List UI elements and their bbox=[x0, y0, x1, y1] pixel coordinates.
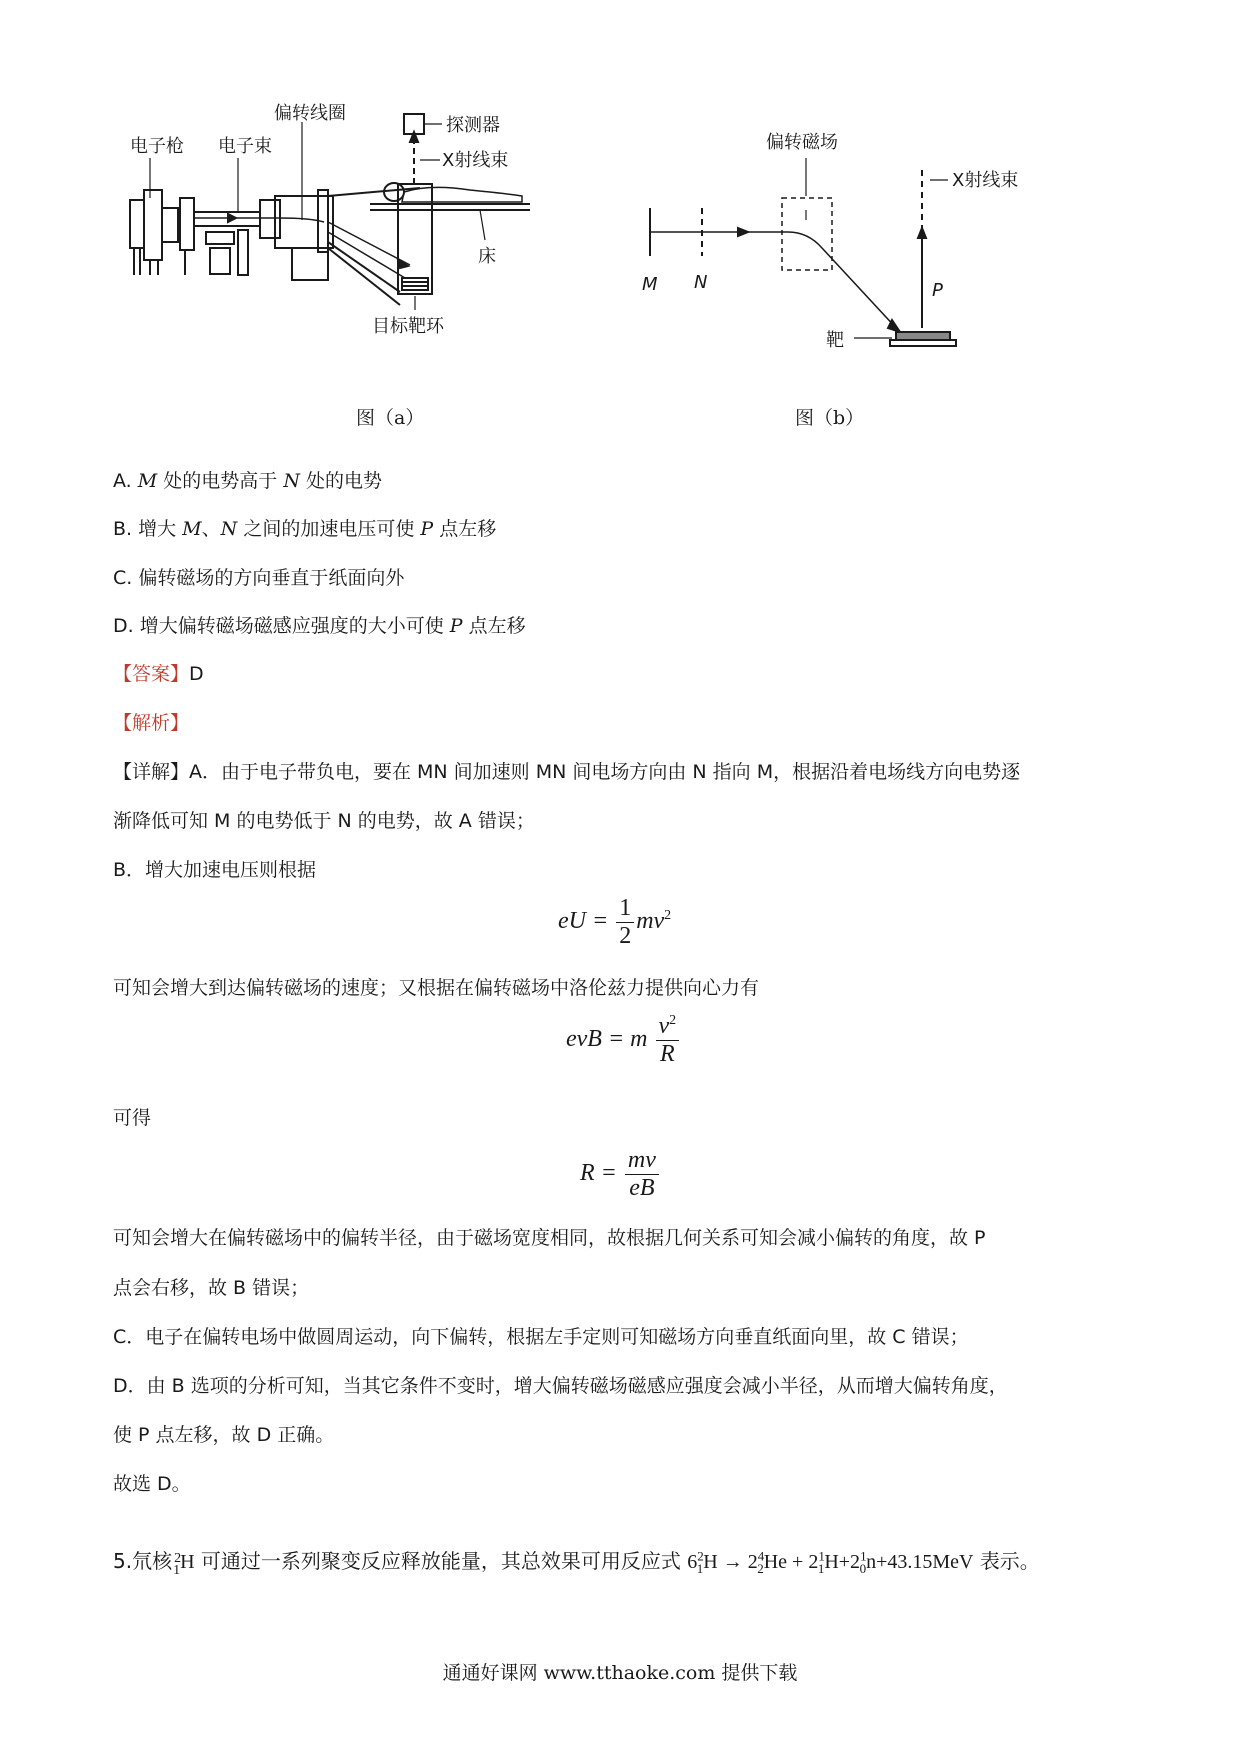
detail-line-1: 【详解】A．由于电子带负电，要在 MN 间加速则 MN 间电场方向由 N 指向 M，根据沿着电场线方向电势逐 bbox=[113, 761, 1021, 783]
detail-line-7: 点会右移，故 B 错误； bbox=[113, 1277, 310, 1299]
detail-line-8: C．电子在偏转电场中做圆周运动，向下偏转，根据左手定则可知磁场方向垂直纸面向里，故 C 错误； bbox=[113, 1326, 969, 1348]
detail-line-6: 可知会增大在偏转磁场中的偏转半径，由于磁场宽度相同，故根据几何关系可知会减小偏转的角度，故 P bbox=[113, 1227, 986, 1249]
option-b: B. 增大 M、N 之间的加速电压可使 P 点左移 bbox=[113, 518, 497, 540]
label-field: 偏转磁场 bbox=[766, 132, 838, 153]
reaction-equation: $6^2_1H \to 2^4_2He + 2^1_1H+2^1_0n+43.15MeV$ bbox=[687, 1548, 974, 1576]
answer: 【答案】D bbox=[113, 663, 204, 685]
question-5: 5.氘核 $^2_1$H 可通过一系列聚变反应释放能量，其总效果可用反应式 $6^2_1H \to 2^4_2He + 2^1_1H+2^1_0n+43.15MeV$ 表示。 bbox=[113, 1548, 1040, 1578]
label-detector: 探测器 bbox=[446, 115, 500, 136]
footer: 通通好课网 www.tthaoke.com 提供下载 bbox=[442, 1662, 798, 1684]
label-xray-b: X射线束 bbox=[952, 170, 1019, 191]
caption-a: 图（a） bbox=[356, 407, 425, 429]
detail-line-2: 渐降低可知 M 的电势低于 N 的电势，故 A 错误； bbox=[113, 810, 535, 832]
equation-3: R = $\frac{mv}{eB}$ bbox=[580, 1147, 661, 1202]
detail-line-5: 可得 bbox=[113, 1107, 152, 1129]
label-bed: 床 bbox=[478, 246, 496, 267]
caption-b: 图（b） bbox=[795, 407, 865, 429]
label-gun: 电子枪 bbox=[130, 136, 184, 157]
label-beam: 电子束 bbox=[218, 136, 272, 157]
detail-line-11: 故选 D。 bbox=[113, 1473, 191, 1495]
option-a: A. M 处的电势高于 N 处的电势 bbox=[113, 470, 383, 492]
label-p: P bbox=[932, 280, 943, 301]
equation-2: evB = m $\frac{v^2}{R}$ bbox=[566, 1013, 681, 1068]
detail-line-10: 使 P 点左移，故 D 正确。 bbox=[113, 1424, 335, 1446]
label-target: 靶 bbox=[826, 330, 844, 351]
option-d: D. 增大偏转磁场磁感应强度的大小可使 P 点左移 bbox=[113, 615, 526, 637]
label-n: N bbox=[694, 272, 708, 293]
detail-line-3: B．增大加速电压则根据 bbox=[113, 859, 317, 881]
analysis-label: 【解析】 bbox=[113, 712, 190, 734]
label-coil: 偏转线圈 bbox=[274, 103, 346, 124]
label-xray-a: X射线束 bbox=[442, 150, 509, 171]
gun-body bbox=[130, 200, 144, 248]
figure-b bbox=[630, 100, 1050, 351]
detail-line-9: D．由 B 选项的分析可知，当其它条件不变时，增大偏转磁场磁感应强度会减小半径，从而增大偏转角度， bbox=[113, 1375, 1008, 1397]
equation-1: eU = $\frac{1}{2}$ $mv^2$ bbox=[558, 895, 672, 949]
figure-a bbox=[110, 100, 610, 380]
option-c: C. 偏转磁场的方向垂直于纸面向外 bbox=[113, 567, 405, 589]
label-m: M bbox=[642, 274, 658, 295]
detail-line-4: 可知会增大到达偏转磁场的速度；又根据在偏转磁场中洛伦兹力提供向心力有 bbox=[113, 977, 760, 999]
label-target-ring: 目标靶环 bbox=[372, 316, 444, 337]
